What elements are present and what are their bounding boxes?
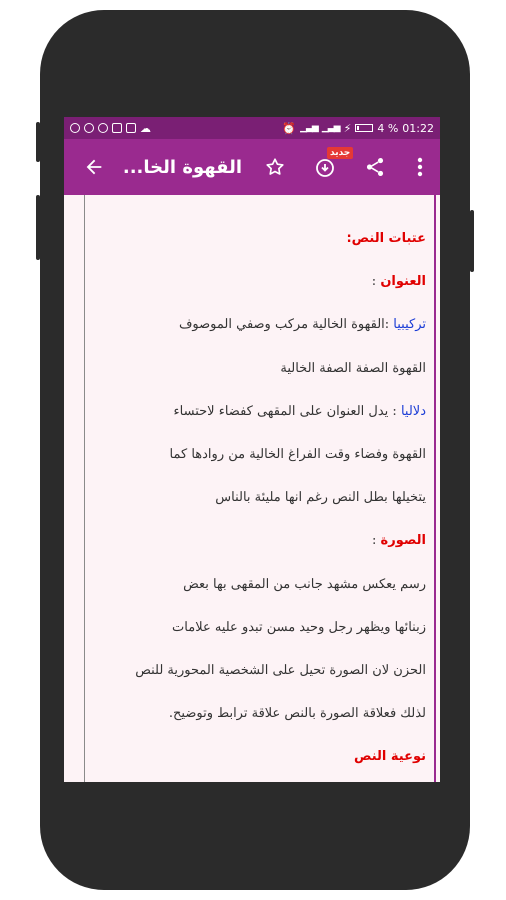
signal-icon: ▁▃▅: [321, 123, 340, 133]
app-toolbar: [64, 139, 440, 195]
more-vert-icon: [417, 157, 423, 177]
line-text: يتخيلها بطل النص رغم انها مليئة بالناس: [215, 490, 426, 506]
section-heading: العنوان: [380, 274, 426, 290]
back-button[interactable]: [78, 139, 110, 195]
system-icons: [282, 122, 434, 135]
line-text: : يدل العنوان على المقهى كفضاء لاحتساء: [173, 403, 401, 419]
battery-icon: [355, 124, 373, 132]
phone-side-button: [36, 122, 40, 162]
text-line: [172, 620, 426, 635]
article-content[interactable]: [64, 195, 440, 782]
term-label: دلاليا: [400, 403, 426, 419]
favorite-button[interactable]: [260, 139, 290, 195]
notification-icons: [70, 122, 151, 135]
line-text: لذلك فعلاقة الصورة بالنص علاقة ترابط وتوضيح.: [168, 706, 426, 722]
overflow-menu-button[interactable]: [408, 139, 432, 195]
text-line: [280, 361, 426, 376]
battery-percent: 4 %: [377, 121, 399, 135]
section-heading: نوعية النص: [353, 749, 426, 765]
text-line: [215, 490, 426, 505]
text-line: [170, 447, 426, 462]
signal-icon: ▁▃▅: [300, 123, 318, 133]
line-text: زبنائها ويظهر رجل وحيد مسن تبدو عليه علامات: [172, 619, 426, 635]
shield-icon: [126, 123, 136, 133]
new-badge: جديد: [327, 147, 353, 159]
clock: 01:22: [402, 121, 434, 135]
cloud-icon: ☁: [140, 121, 151, 135]
line-text: :: [372, 533, 381, 549]
status-bar: [64, 117, 440, 139]
term-label: تركيبيا: [393, 317, 426, 333]
image-icon: [112, 123, 122, 133]
alarm-icon: ⏰: [282, 121, 297, 135]
text-line: [372, 274, 426, 289]
text-line: [354, 749, 426, 764]
text-line: [183, 577, 426, 592]
text-line: [346, 231, 426, 246]
line-text: :القهوة الخالية مركب وصفي الموصوف: [178, 317, 394, 333]
circle-icon: [84, 123, 94, 133]
margin-line: [434, 195, 436, 782]
margin-line: [84, 195, 85, 782]
line-text: الحزن لان الصورة تحيل على الشخصية المحورية للنص: [135, 663, 426, 678]
circle-icon: [98, 123, 108, 133]
line-text: :: [371, 274, 381, 290]
share-button[interactable]: [360, 139, 390, 195]
phone-side-button: [36, 195, 40, 260]
message-icon: [70, 123, 80, 133]
text-line: [179, 317, 426, 332]
share-icon: [364, 156, 386, 178]
page-title: القهوة الخا...: [122, 156, 242, 178]
phone-side-button: [470, 210, 474, 272]
star-outline-icon: [264, 156, 286, 178]
line-text: القهوة وفضاء وقت الفراغ الخالية من روادها كما: [169, 447, 426, 462]
app-screen: [64, 117, 440, 782]
text-line: [169, 706, 426, 721]
text-line: [135, 663, 426, 678]
text-line: [372, 533, 426, 548]
line-text: رسم يعكس مشهد جانب من المقهى بها بعض: [183, 576, 426, 592]
text-line: [174, 404, 426, 419]
arrow-left-icon: [83, 156, 105, 178]
line-text: القهوة الصفة الصفة الخالية: [280, 360, 426, 376]
download-button[interactable]: [309, 139, 351, 195]
charging-icon: ⚡: [343, 121, 352, 135]
section-heading: الصورة: [380, 533, 426, 549]
section-heading: عتبات النص:: [346, 231, 426, 246]
